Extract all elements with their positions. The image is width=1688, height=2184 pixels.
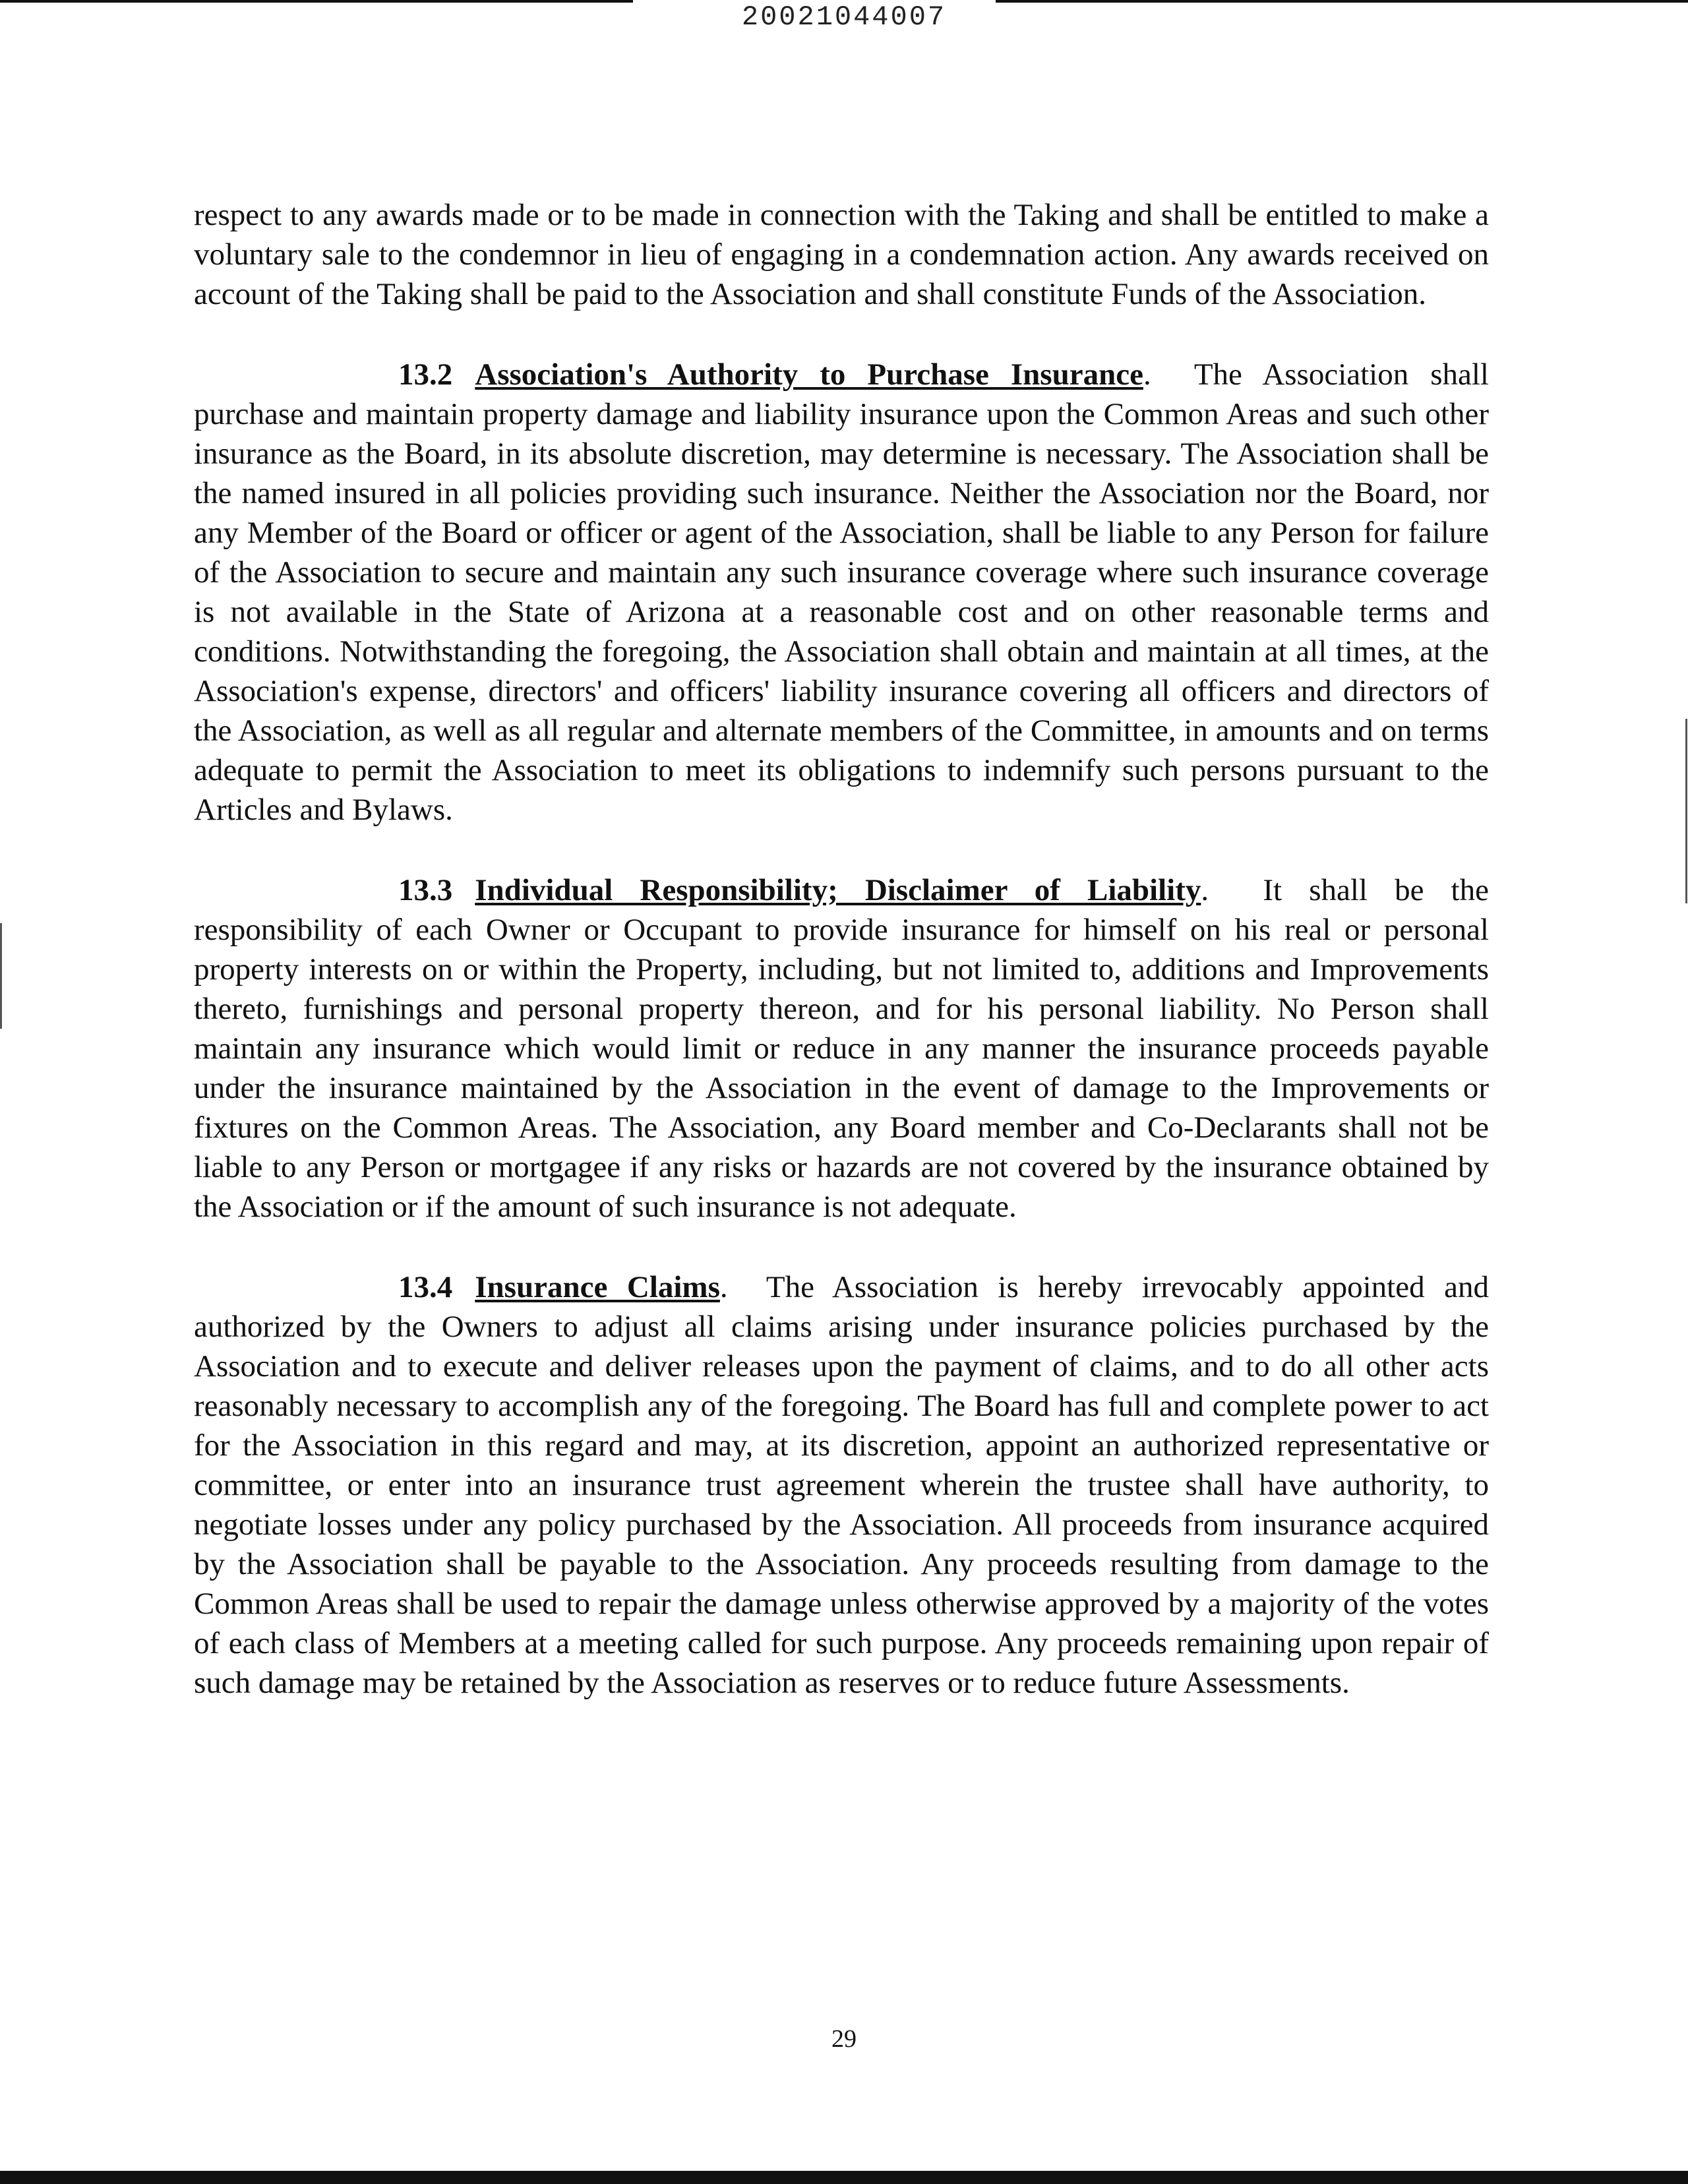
- section-text: The Association shall purchase and maintain property damage and liability insurance upon the Common Areas and such other insurance as the Board, in its absolute discretion, may determine is necessary. The Association shall be the named insured in all policies providing such insurance. Neither the Association nor the Board, nor any Member of the Board or officer or agent of the Association, shall be liable to any Person for failure of the Association to secure and maintain any such insurance coverage where such insurance coverage is not available in the State of Arizona at a reasonable cost and on other reasonable terms and conditions. Notwithstanding the foregoing, the Association shall obtain and maintain at all times, at the Association's expense, directors' and officers' liability insurance covering all officers and directors of the Association, as well as all regular and alternate members of the Committee, in amounts and on terms adequate to permit the Association to meet its obligations to indemnify such persons pursuant to the Articles and Bylaws.: [194, 357, 1489, 827]
- scan-edge-mark: [0, 923, 2, 1029]
- document-number: 20021044007: [741, 1, 947, 33]
- section-title: Insurance Claims: [475, 1270, 720, 1304]
- section-13-4: 13.4 Insurance Claims. The Association is hereby irrevocably appointed and authorized by the Owners to adjust all claims arising under insurance policies purchased by the Association and to execute and deliver releases upon the payment of claims, and to do all other acts reasonably necessary to accomplish any of the foregoing. The Board has full and complete power to act for the Association in this regard and may, at its discretion, appoint an authorized representative or committee, or enter into an insurance trust agreement wherein the trustee shall have authority, to negotiate losses under any policy purchased by the Association. All proceeds from insurance acquired by the Association shall be payable to the Association. Any proceeds resulting from damage to the Common Areas shall be used to repair the damage unless otherwise approved by a majority of the votes of each class of Members at a meeting called for such purpose. Any proceeds remaining upon repair of such damage may be retained by the Association as reserves or to reduce future Assessments.: [194, 1267, 1489, 1703]
- bottom-scan-border: [0, 2171, 1688, 2184]
- section-title: Individual Responsibility; Disclaimer of Liability: [475, 873, 1201, 907]
- scan-edge-mark: [1685, 719, 1687, 903]
- section-number: 13.3: [398, 873, 453, 907]
- section-13-2: 13.2 Association's Authority to Purchase Insurance. The Association shall purchase and maintain property damage and liability insurance upon the Common Areas and such other insurance as the Board, in its absolute discretion, may determine is necessary. The Association shall be the named insured in all policies providing such insurance. Neither the Association nor the Board, nor any Member of the Board or officer or agent of the Association, shall be liable to any Person for failure of the Association to secure and maintain any such insurance coverage where such insurance coverage is not available in the State of Arizona at a reasonable cost and on other reasonable terms and conditions. Notwithstanding the foregoing, the Association shall obtain and maintain at all times, at the Association's expense, directors' and officers' liability insurance covering all officers and directors of the Association, as well as all regular and alternate members of the Committee, in amounts and on terms adequate to permit the Association to meet its obligations to indemnify such persons pursuant to the Articles and Bylaws.: [194, 355, 1489, 830]
- page-number: 29: [831, 2025, 857, 2053]
- section-title: Association's Authority to Purchase Insurance: [475, 357, 1143, 392]
- section-text: The Association is hereby irrevocably appointed and authorized by the Owners to adjust all claims arising under insurance policies purchased by the Association and to execute and deliver releases upon the payment of claims, and to do all other acts reasonably necessary to accomplish any of the foregoing. The Board has full and complete power to act for the Association in this regard and may, at its discretion, appoint an authorized representative or committee, or enter into an insurance trust agreement wherein the trustee shall have authority, to negotiate losses under any policy purchased by the Association. All proceeds from insurance acquired by the Association shall be payable to the Association. Any proceeds resulting from damage to the Common Areas shall be used to repair the damage unless otherwise approved by a majority of the votes of each class of Members at a meeting called for such purpose. Any proceeds remaining upon repair of such damage may be retained by the Association as reserves or to reduce future Assessments.: [194, 1270, 1489, 1700]
- document-body: [194, 195, 1489, 1744]
- section-number: 13.4: [398, 1270, 453, 1304]
- section-number: 13.2: [398, 357, 453, 392]
- section-text: It shall be the responsibility of each Owner or Occupant to provide insurance for himself on his real or personal property interests on or within the Property, including, but not limited to, additions and Improvements thereto, furnishings and personal property thereon, and for his personal liability. No Person shall maintain any insurance which would limit or reduce in any manner the insurance proceeds payable under the insurance maintained by the Association in the event of damage to the Improvements or fixtures on the Common Areas. The Association, any Board member and Co-Declarants shall not be liable to any Person or mortgagee if any risks or hazards are not covered by the insurance obtained by the Association or if the amount of such insurance is not adequate.: [194, 873, 1489, 1224]
- section-13-3: 13.3 Individual Responsibility; Disclaimer of Liability. It shall be the responsibility of each Owner or Occupant to provide insurance for himself on his real or personal property interests on or within the Property, including, but not limited to, additions and Improvements thereto, furnishings and personal property thereon, and for his personal liability. No Person shall maintain any insurance which would limit or reduce in any manner the insurance proceeds payable under the insurance maintained by the Association in the event of damage to the Improvements or fixtures on the Common Areas. The Association, any Board member and Co-Declarants shall not be liable to any Person or mortgagee if any risks or hazards are not covered by the insurance obtained by the Association or if the amount of such insurance is not adequate.: [194, 870, 1489, 1227]
- intro-paragraph: respect to any awards made or to be made in connection with the Taking and shall be entitled to make a voluntary sale to the condemnor in lieu of engaging in a condemnation action. Any awards received on account of the Taking shall be paid to the Association and shall constitute Funds of the Association.: [194, 198, 1489, 311]
